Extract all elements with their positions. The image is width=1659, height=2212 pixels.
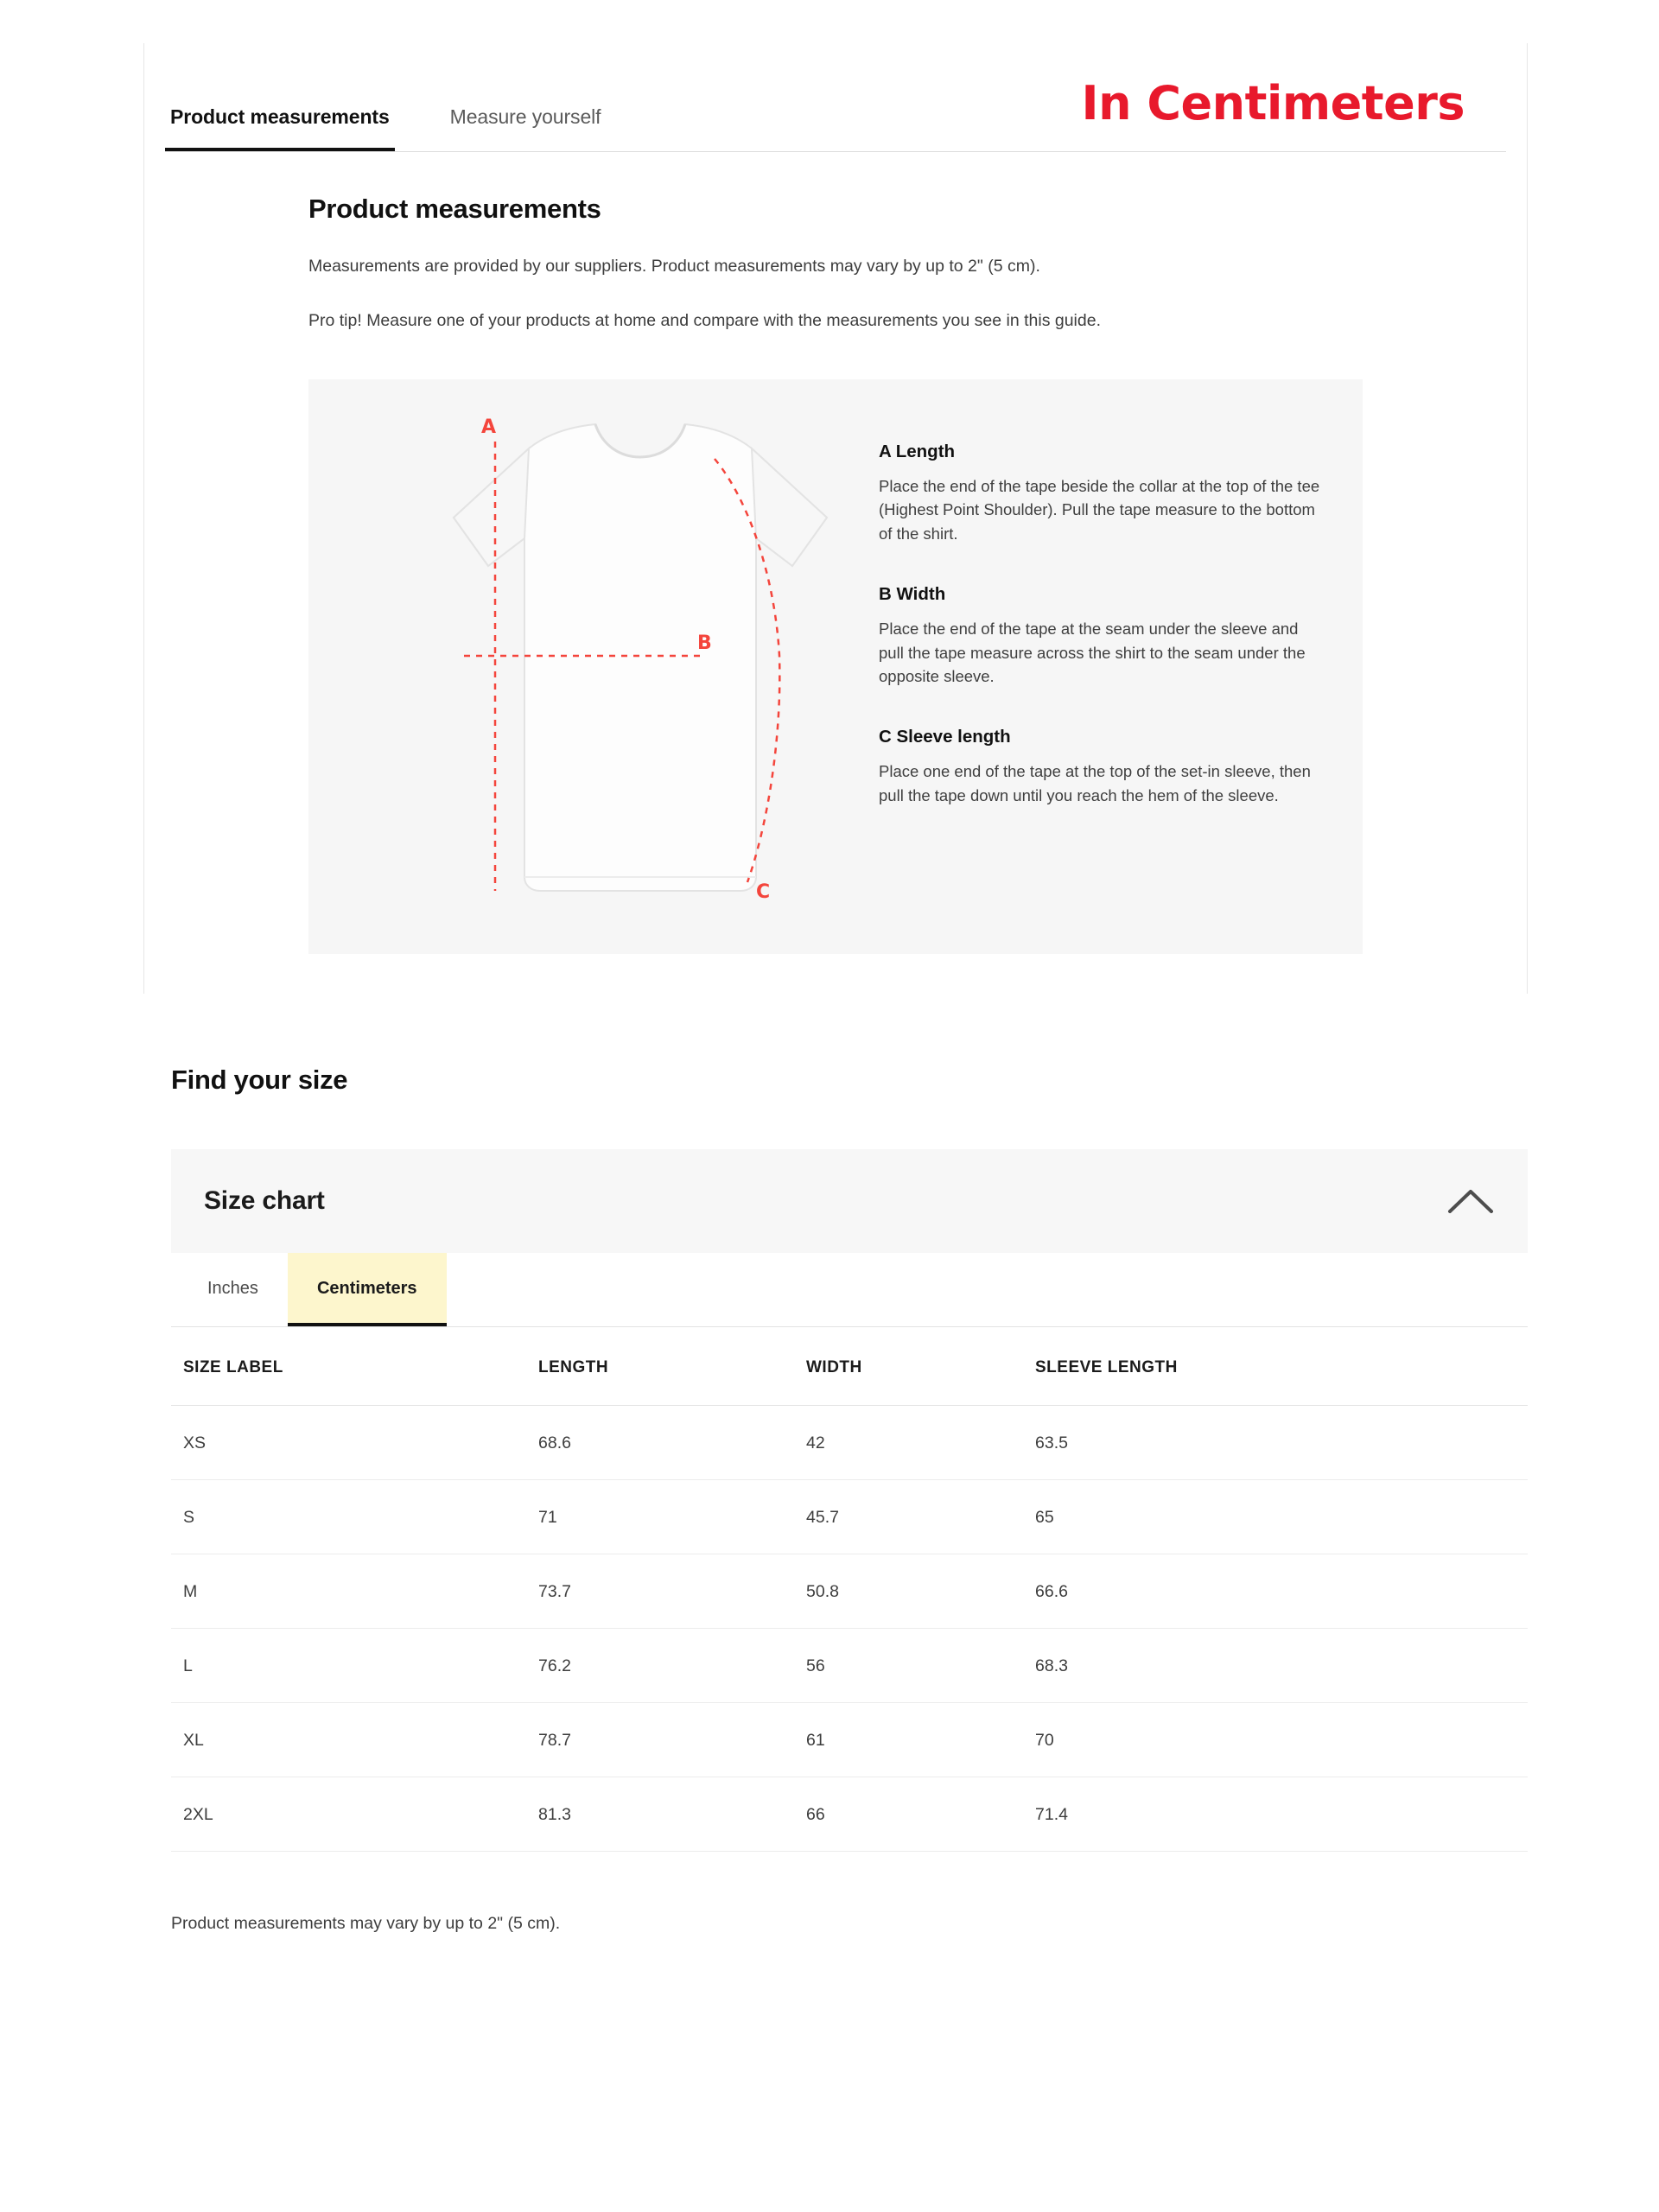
cell-sleeve-length: 71.4 xyxy=(1035,1777,1528,1852)
cell-width: 45.7 xyxy=(806,1480,1035,1554)
column-header-width: WIDTH xyxy=(806,1327,1035,1406)
cell-size-label: XS xyxy=(171,1406,538,1480)
pro-tip-paragraph: Pro tip! Measure one of your products at home and compare with the measurements you see in this guide. xyxy=(308,311,1101,331)
unit-tab-bar xyxy=(171,1253,1528,1327)
column-header-size-label: SIZE LABEL xyxy=(171,1327,538,1406)
cell-width: 50.8 xyxy=(806,1554,1035,1629)
definition-text-sleeve-length: Place one end of the tape at the top of the set-in sleeve, then pull the tape down until you reach the hem of the sleeve. xyxy=(879,762,1311,804)
cell-width: 61 xyxy=(806,1703,1035,1777)
cell-length: 73.7 xyxy=(538,1554,806,1629)
tab-measure-yourself[interactable]: Measure yourself xyxy=(449,105,601,128)
cell-length: 68.6 xyxy=(538,1406,806,1480)
cell-sleeve-length: 66.6 xyxy=(1035,1554,1528,1629)
table-row xyxy=(171,1629,1528,1703)
cell-sleeve-length: 65 xyxy=(1035,1480,1528,1554)
page-title: Product measurements xyxy=(308,194,601,224)
measurement-definitions xyxy=(879,379,1363,954)
cell-sleeve-length: 63.5 xyxy=(1035,1406,1528,1480)
marker-b-label: B xyxy=(697,632,712,654)
table-row xyxy=(171,1480,1528,1554)
product-measurements-card xyxy=(143,43,1528,994)
tab-centimeters[interactable]: Centimeters xyxy=(288,1253,447,1326)
tab-product-measurements[interactable]: Product measurements xyxy=(165,105,395,151)
size-chart-card xyxy=(171,1149,1528,1852)
cell-size-label: L xyxy=(171,1629,538,1703)
cell-length: 71 xyxy=(538,1480,806,1554)
chevron-up-icon[interactable] xyxy=(1446,1186,1495,1216)
cell-length: 81.3 xyxy=(538,1777,806,1852)
column-header-sleeve-length: SLEEVE LENGTH xyxy=(1035,1327,1528,1406)
cell-length: 78.7 xyxy=(538,1703,806,1777)
size-chart-header[interactable] xyxy=(171,1149,1528,1253)
size-chart-title: Size chart xyxy=(204,1186,325,1215)
definition-title-sleeve-length: C Sleeve length xyxy=(879,727,1011,747)
long-sleeve-shirt-illustration xyxy=(343,397,879,915)
table-row xyxy=(171,1777,1528,1852)
cell-size-label: XL xyxy=(171,1703,538,1777)
cell-length: 76.2 xyxy=(538,1629,806,1703)
cell-sleeve-length: 70 xyxy=(1035,1703,1528,1777)
definition-title-length: A Length xyxy=(879,441,956,461)
measurements-section xyxy=(144,194,1527,954)
column-header-length: LENGTH xyxy=(538,1327,806,1406)
overlay-heading: In Centimeters xyxy=(1081,76,1465,130)
find-your-size-heading: Find your size xyxy=(171,1065,348,1095)
table-row xyxy=(171,1554,1528,1629)
cell-size-label: 2XL xyxy=(171,1777,538,1852)
marker-c-label: C xyxy=(756,880,771,903)
marker-a-label: A xyxy=(481,416,497,438)
cell-size-label: S xyxy=(171,1480,538,1554)
definition-text-length: Place the end of the tape beside the collar at the top of the tee (Highest Point Shoulder). Pull the tape measure to the bottom of the shirt. xyxy=(879,476,1320,543)
cell-width: 56 xyxy=(806,1629,1035,1703)
size-chart-footnote: Product measurements may vary by up to 2" (5 cm). xyxy=(171,1914,561,1933)
size-chart-table xyxy=(171,1327,1528,1852)
table-row xyxy=(171,1703,1528,1777)
tab-inches[interactable]: Inches xyxy=(207,1279,258,1298)
intro-paragraph: Measurements are provided by our suppliers. Product measurements may vary by up to 2" (5 cm). xyxy=(308,257,1040,276)
cell-sleeve-length: 68.3 xyxy=(1035,1629,1528,1703)
measurement-diagram-panel xyxy=(308,379,1363,954)
cell-size-label: M xyxy=(171,1554,538,1629)
definition-text-width: Place the end of the tape at the seam under the sleeve and pull the tape measure across the shirt to the seam under the opposite sleeve. xyxy=(879,619,1306,686)
cell-width: 66 xyxy=(806,1777,1035,1852)
definition-title-width: B Width xyxy=(879,583,946,604)
tab-bar xyxy=(165,43,1506,152)
cell-width: 42 xyxy=(806,1406,1035,1480)
table-header-row xyxy=(171,1327,1528,1406)
shirt-diagram xyxy=(308,379,879,954)
table-row xyxy=(171,1406,1528,1480)
